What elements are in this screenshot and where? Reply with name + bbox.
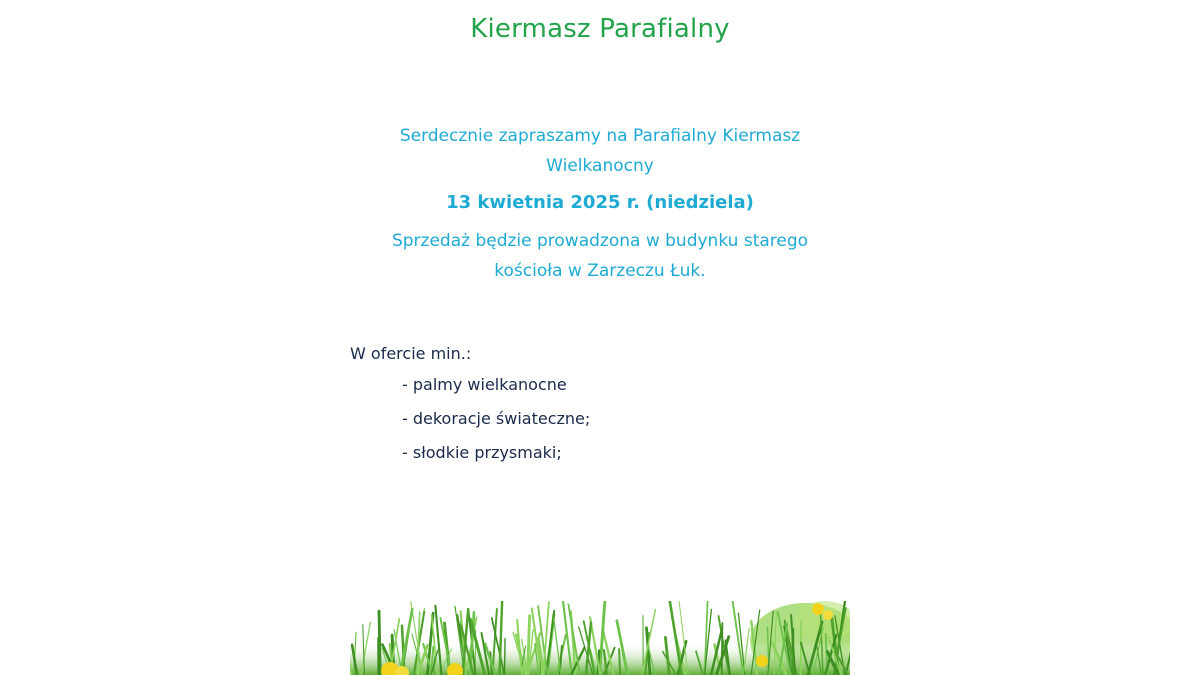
spring-grass-icon — [350, 601, 850, 675]
spring-grass-image — [350, 601, 850, 675]
invitation-line-2: Wielkanocny — [546, 156, 654, 176]
event-date: 13 kwietnia 2025 r. (niedziela) — [446, 192, 754, 213]
offer-list — [402, 370, 590, 472]
sale-location — [350, 226, 850, 286]
grass-blade — [504, 639, 505, 675]
sale-location-line-2: kościoła w Zarzeczu Łuk. — [494, 261, 706, 281]
offer-item-palms: - palmy wielkanocne — [402, 375, 567, 394]
invitation-text — [350, 121, 850, 181]
grass-blade — [619, 649, 620, 675]
offer-heading: W ofercie min.: — [350, 344, 472, 363]
document-title: Kiermasz Parafialny — [470, 14, 730, 44]
grass-blade — [801, 622, 802, 675]
offer-item-decorations: - dekoracje świateczne; — [402, 409, 591, 428]
sale-location-line-1: Sprzedaż będzie prowadzona w budynku starego — [391, 231, 809, 251]
offer-item-sweets: - słodkie przysmaki; — [402, 443, 562, 462]
invitation-line-1: Serdecznie zapraszamy na Parafialny Kiermasz — [399, 126, 801, 146]
